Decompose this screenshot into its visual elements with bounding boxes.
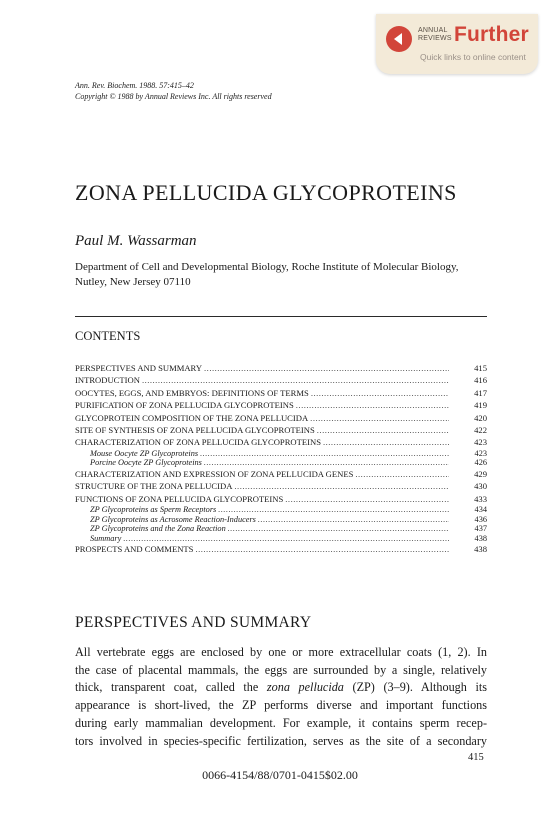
body-line: thick, transparent coat, called the zona pellucida (ZP) (3–9). Although its [75,680,487,695]
toc-leader-dots [204,458,449,468]
toc-page-number: 436 [474,514,487,524]
toc-entry-label: ZP Glycoproteins and the Zona Reaction [90,524,226,534]
toc-entry-label: STRUCTURE OF THE ZONA PELLUCIDA [75,481,233,492]
toc-entry-label: PERSPECTIVES AND SUMMARY [75,363,203,373]
toc-page-number: 430 [474,481,487,492]
toc-leader-dots [317,424,449,436]
toc-leader-dots [258,515,449,525]
play-arrow-icon [386,26,412,52]
toc-entry[interactable] [75,543,487,555]
toc-entry-label: PURIFICATION OF ZONA PELLUCIDA GLYCOPROTEINS [75,400,294,411]
toc-entry-label: ZP Glycoproteins as Sperm Receptors [90,505,217,515]
toc-page-number: 423 [474,437,487,448]
page-number: 415 [468,752,484,763]
contents-heading: CONTENTS [75,329,141,343]
toc-leader-dots [123,534,449,544]
toc-subentry[interactable] [75,505,487,515]
toc-leader-dots [311,387,449,399]
toc-page-number: 429 [474,468,487,479]
author-affiliation: Department of Cell and Developmental Biology, Roche Institute of Molecular Biology, Nutley, New Jersey 07110 [75,261,459,288]
toc-leader-dots [200,449,449,459]
toc-entry-label: Mouse Oocyte ZP Glycoproteins [90,448,199,458]
toc-page-number: 422 [474,424,487,435]
toc-entry-label: Porcine Oocyte ZP Glycoproteins [90,458,202,468]
toc-leader-dots [355,468,449,480]
toc-entry[interactable] [75,436,487,448]
divider [75,316,487,317]
toc-leader-dots [323,436,449,448]
toc-leader-dots [228,524,449,534]
toc-entry[interactable] [75,480,487,492]
toc-entry-label: INTRODUCTION [75,375,140,386]
body-line: during early mammalian development. For example, it contains sperm recep- [75,715,487,730]
citation-line: Ann. Rev. Biochem. 1988. 57:415–42 [75,81,194,90]
toc-leader-dots [285,493,449,505]
toc-leader-dots [142,374,449,386]
toc-subentry[interactable] [75,449,487,459]
toc-page-number: 417 [474,387,487,398]
journal-citation [75,80,272,102]
body-line: the case of placental mammals, the eggs are surrounded by a single, relatively [75,662,487,677]
toc-entry-label: SITE OF SYNTHESIS OF ZONA PELLUCIDA GLYCOPROTEINS [75,424,315,435]
toc-subentry[interactable] [75,515,487,525]
toc-entry-label: Summary [90,533,122,543]
body-line: appearance is short-lived, the ZP performs diverse and important functions [75,698,487,713]
toc-entry[interactable] [75,387,487,399]
logo-line-annual: ANNUAL [418,27,448,34]
toc-entry[interactable] [75,399,487,411]
toc-page-number: 423 [474,448,487,458]
toc-entry[interactable] [75,424,487,436]
toc-entry[interactable] [75,493,487,505]
toc-page-number: 438 [474,533,487,543]
quick-links-label: Quick links to online content [420,52,526,62]
toc-entry-label: GLYCOPROTEIN COMPOSITION OF THE ZONA PELLUCIDA [75,412,309,423]
toc-entry[interactable] [75,468,487,480]
toc-page-number: 416 [474,375,487,386]
body-paragraph [75,644,487,750]
article-code: 0066-4154/88/0701-0415$02.00 [202,768,358,782]
toc-page-number: 420 [474,412,487,423]
toc-page-number: 419 [474,400,487,411]
further-label: Further [454,23,529,46]
toc-entry-label: FUNCTIONS OF ZONA PELLUCIDA GLYCOPROTEINS [75,493,284,504]
toc-leader-dots [218,505,449,515]
annual-reviews-logo-text [418,27,452,43]
toc-entry[interactable] [75,412,487,424]
logo-line-reviews: REVIEWS [418,35,452,42]
toc-subentry[interactable] [75,524,487,534]
toc-entry-label: PROSPECTS AND COMMENTS [75,544,194,555]
body-line: All vertebrate eggs are enclosed by one or more extracellular coats (1, 2). In [75,645,487,659]
article-title: ZONA PELLUCIDA GLYCOPROTEINS [75,180,457,205]
toc-entry-label: ZP Glycoproteins as Acrosome Reaction-Inducers [90,514,256,524]
toc-leader-dots [310,412,449,424]
toc-page-number: 438 [474,544,487,555]
copyright-line: Copyright © 1988 by Annual Reviews Inc. All rights reserved [75,92,272,101]
toc-subentry[interactable] [75,534,487,544]
toc-page-number: 434 [474,505,487,515]
author-name: Paul M. Wassarman [75,233,197,249]
toc-leader-dots [195,543,449,555]
toc-entry[interactable] [75,362,487,374]
toc-page-number: 433 [474,493,487,504]
toc-leader-dots [234,480,449,492]
toc-page-number: 426 [474,458,487,468]
annual-reviews-further-badge[interactable] [376,14,538,74]
toc-page-number: 415 [474,363,487,373]
body-line: tors involved in species-specific fertilization, serves as the site of a secondary [75,733,487,748]
toc-entry-label: CHARACTERIZATION OF ZONA PELLUCIDA GLYCOPROTEINS [75,437,321,448]
table-of-contents [75,362,487,556]
toc-subentry[interactable] [75,458,487,468]
toc-entry[interactable] [75,374,487,386]
toc-leader-dots [296,399,449,411]
toc-entry-label: CHARACTERIZATION AND EXPRESSION OF ZONA PELLUCIDA GENES [75,468,354,479]
toc-leader-dots [204,362,449,374]
section-heading: PERSPECTIVES AND SUMMARY [75,614,312,631]
toc-page-number: 437 [474,524,487,534]
toc-entry-label: OOCYTES, EGGS, AND EMBRYOS: DEFINITIONS OF TERMS [75,387,309,398]
